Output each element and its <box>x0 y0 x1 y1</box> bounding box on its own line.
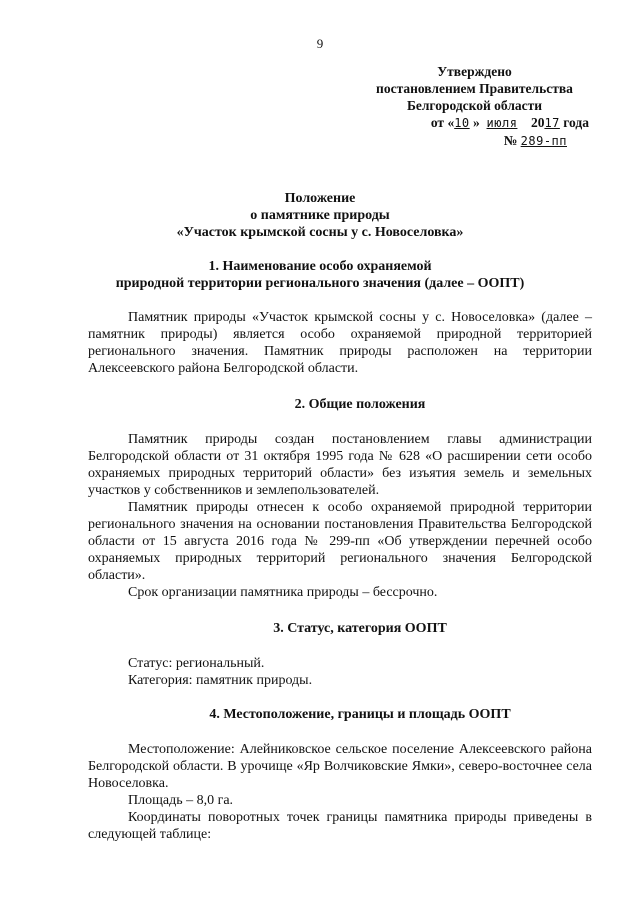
section4-paragraph1: Местоположение: Алейниковское сельское поселение Алексеевского района Белгородской области. В урочище «Яр Волчиковские Ямки», северо-восточнее села Новоселовка. <box>88 742 592 791</box>
section2-paragraph1: Памятник природы создан постановлением главы администрации Белгородской области от 31 октября 1995 года № 628 «О расширении сети особо охраняемых природных территорий области» без изъятия земель и земельных участков у собственников и землепользователей. <box>88 432 592 498</box>
section1-body <box>88 309 592 377</box>
section3-body <box>88 655 592 689</box>
section1-heading <box>0 258 640 292</box>
date-prefix: от « <box>430 115 455 130</box>
section4-body <box>88 741 592 843</box>
section2-heading: 2. Общие положения <box>294 397 426 412</box>
section2-body <box>88 431 592 601</box>
approval-stamp <box>352 63 597 150</box>
document-title <box>0 190 640 241</box>
section2-paragraph2: Памятник природы отнесен к особо охраняемой природной территории регионального значения на основании постановления Правительства Белгородской области от 15 августа 2016 года № 299-пп «Об утверждении перечней особо охраняемых природных территорий регионального значения Белгородской области». <box>88 500 592 583</box>
approval-line1: Утверждено <box>437 64 512 79</box>
page-number: 9 <box>316 36 324 51</box>
section1-heading-line1: 1. Наименование особо охраняемой <box>208 259 432 274</box>
approval-line3: Белгородской области <box>406 98 543 113</box>
approval-line2: постановлением Правительства <box>376 81 573 96</box>
section1-heading-line2: природной территории регионального значения (далее – ООПТ) <box>115 276 525 291</box>
approval-number <box>352 132 597 150</box>
year-prefix: 20 <box>530 115 545 130</box>
handwritten-day: 10 <box>454 116 470 130</box>
year-word: года <box>563 115 589 130</box>
approval-date <box>352 114 597 132</box>
number-sign: № <box>503 133 518 148</box>
handwritten-number: 289-пп <box>520 134 567 148</box>
category-line: Категория: памятник природы. <box>128 673 313 688</box>
handwritten-month: июля <box>486 116 518 130</box>
title-line2: о памятнике природы <box>250 208 390 223</box>
handwritten-year: 17 <box>544 116 560 130</box>
section2-paragraph3: Срок организации памятника природы – бессрочно. <box>128 585 438 600</box>
section4-paragraph2: Площадь – 8,0 га. <box>128 793 234 808</box>
title-line1: Положение <box>284 191 356 206</box>
section3-heading: 3. Статус, категория ООПТ <box>273 621 447 636</box>
title-line3: «Участок крымской сосны у с. Новоселовка» <box>176 225 464 240</box>
section4-paragraph3: Координаты поворотных точек границы памятника природы приведены в следующей таблице: <box>88 810 592 842</box>
section4-heading: 4. Местоположение, границы и площадь ООПТ <box>209 707 511 722</box>
status-line: Статус: региональный. <box>128 656 265 671</box>
date-quote: » <box>473 115 480 130</box>
section1-paragraph: Памятник природы «Участок крымской сосны у с. Новоселовка» (далее – памятник природы) является особо охраняемой природной территорией регионального значения. Памятник природы расположен на территории Алексеевского района Белгородской области. <box>88 310 592 376</box>
